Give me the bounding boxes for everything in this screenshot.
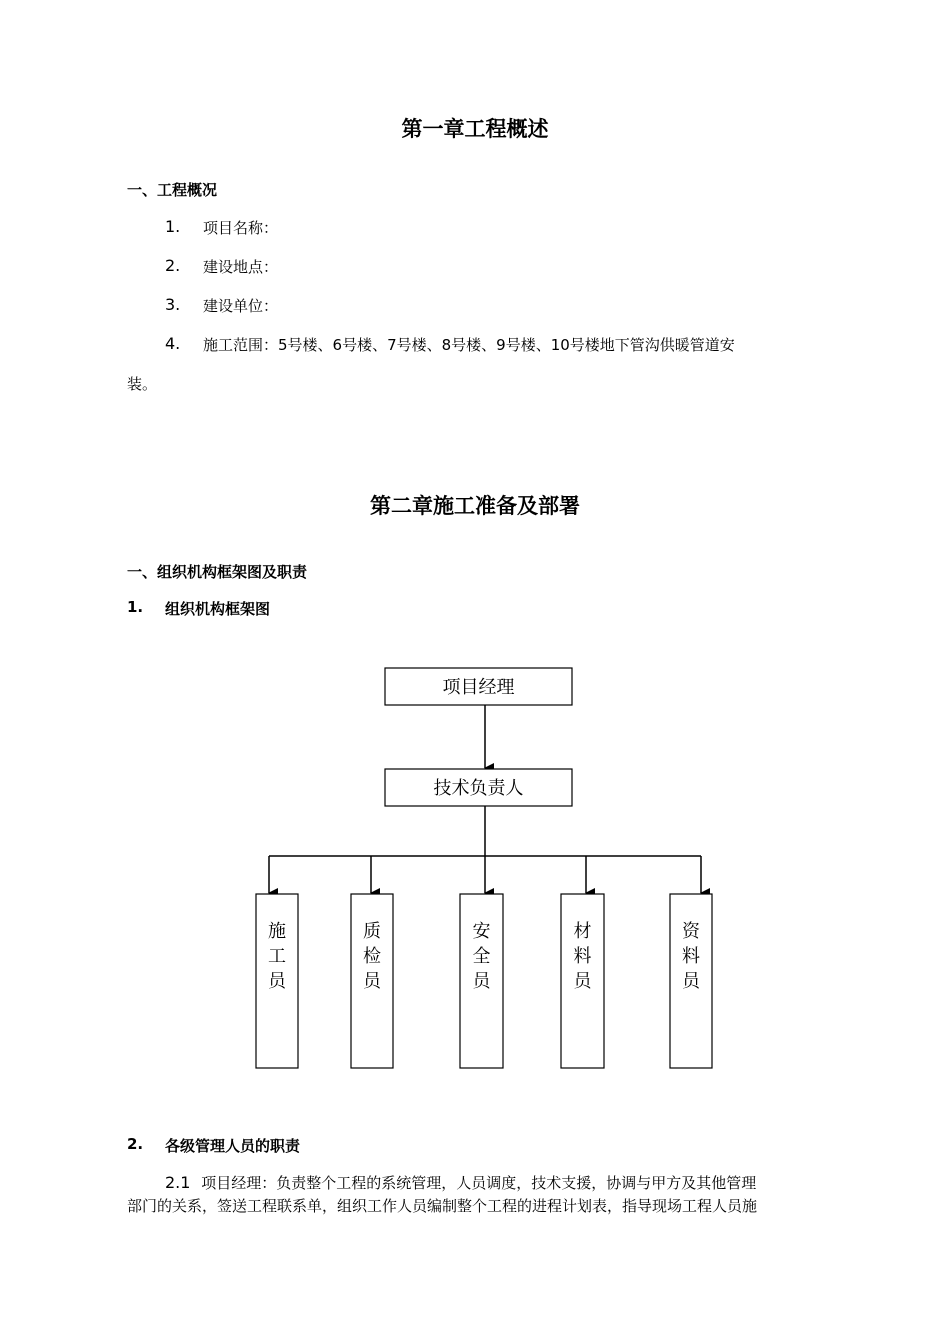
duty-paragraph-line-2: 部门的关系，签送工程联系单，组织工作人员编制整个工程的进程计划表，指导现场工程人员施 [127,1197,758,1215]
org-node-char: 料 [682,946,700,967]
org-node-char: 全 [472,946,491,967]
org-node-char: 员 [268,971,286,992]
org-node-safety-officer [460,894,503,1068]
org-node-char: 检 [363,946,381,967]
list-item-text: 建设单位： [203,297,279,315]
org-node-char: 安 [472,921,491,942]
org-node-char: 员 [472,971,491,992]
list-item-number: 3. [165,295,181,314]
subheading-text: 各级管理人员的职责 [165,1137,301,1155]
org-node-materials-officer [561,894,604,1068]
org-node-document-officer [670,894,712,1068]
subheading-duties [127,1135,527,1157]
org-node-char: 工 [268,946,286,967]
org-node-quality-inspector [351,894,393,1068]
chapter-1-title: 第一章工程概述 [401,117,549,141]
duty-number: 2.1 [165,1173,191,1192]
subheading-text: 组织机构框架图 [165,600,271,618]
list-item-number: 1. [165,217,181,236]
list-item-text: 项目名称： [203,219,279,237]
subheading-number: 2. [127,1135,144,1153]
org-node-char: 资 [682,921,700,942]
org-node-char: 员 [363,971,381,992]
org-node-label: 技术负责人 [433,778,524,799]
org-node-label: 项目经理 [442,677,515,698]
org-node-project-manager [385,668,572,705]
org-node-char: 员 [682,971,700,992]
duty-paragraph-line-1 [165,1172,756,1193]
section-heading-org-structure: 一、组织机构框架图及职责 [127,563,308,581]
org-node-technical-lead [385,769,572,806]
org-node-char: 材 [573,921,592,942]
chapter-2-title: 第二章施工准备及部署 [370,494,580,518]
org-node-construction-staff [256,894,298,1068]
duty-text: 项目经理：负责整个工程的系统管理，人员调度，技术支援，协调与甲方及其他管理 [201,1174,757,1192]
list-item-text: 施工范围：5号楼、6号楼、7号楼、8号楼、9号楼、10号楼地下管沟供暖管道安 [203,336,735,354]
org-node-char: 员 [573,971,592,992]
list-item-number: 4. [165,334,181,353]
list-item-scope-continuation: 装。 [127,375,158,393]
list-item-text: 建设地点： [203,258,279,276]
section-heading-project-overview: 一、工程概况 [127,181,218,199]
org-node-char: 施 [268,921,286,942]
subheading-number: 1. [127,598,144,616]
org-node-char: 料 [573,946,592,967]
list-item-number: 2. [165,256,181,275]
org-node-char: 质 [363,921,381,942]
